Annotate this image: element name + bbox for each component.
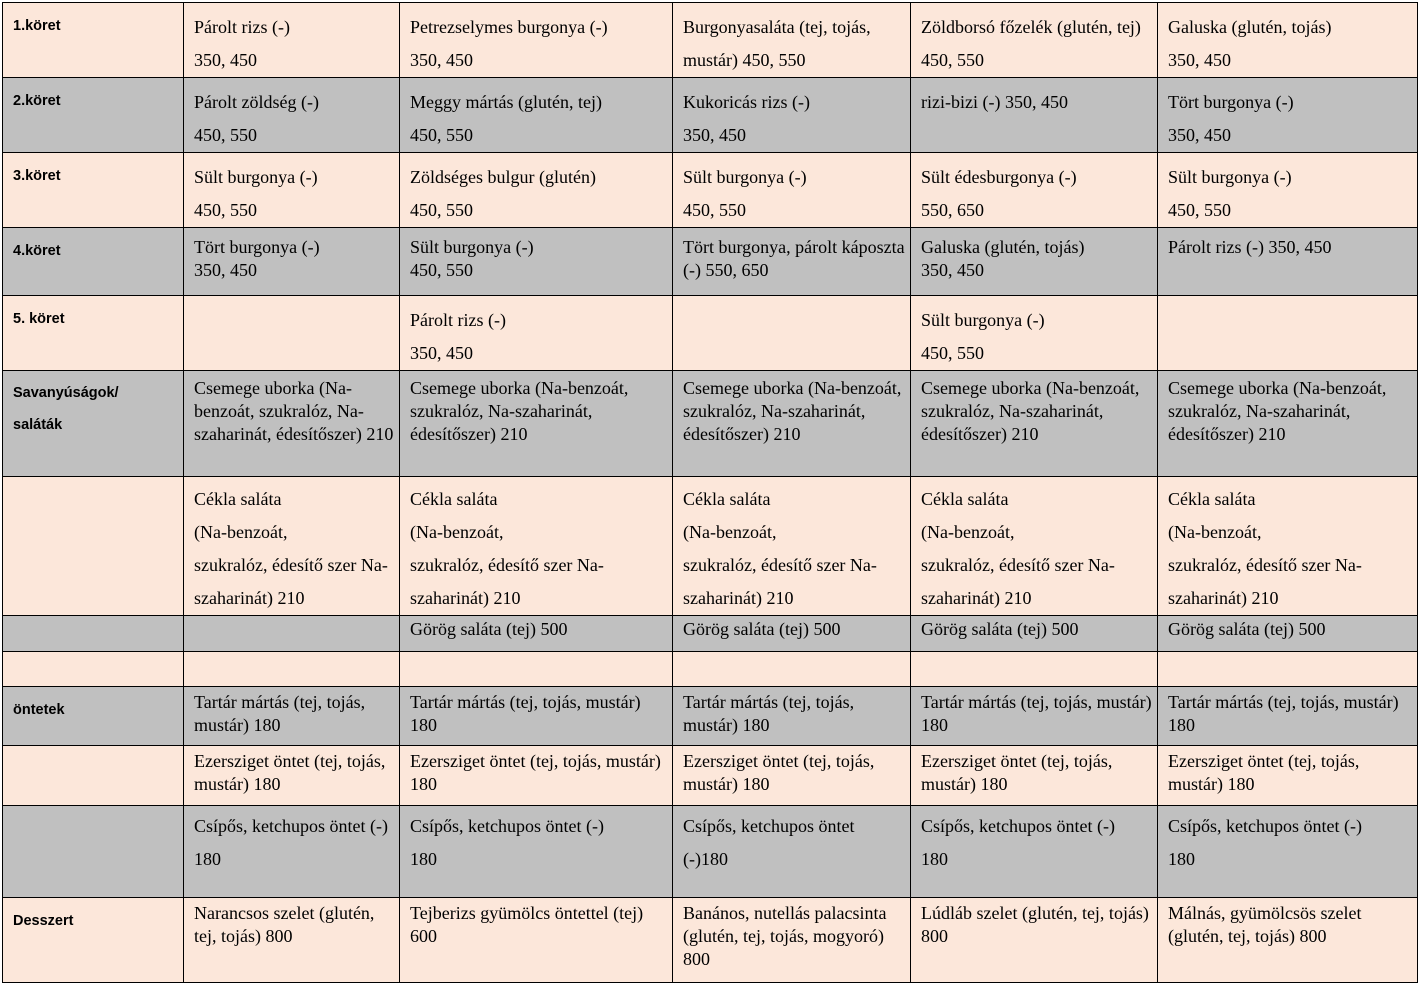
row-label-cell: [3, 3, 184, 78]
table-cell: [673, 78, 911, 153]
table-cell: [673, 898, 911, 983]
table-cell: [911, 652, 1158, 687]
row-label-cell: [3, 898, 184, 983]
table-cell: [1158, 3, 1418, 78]
cell-text: Görög saláta (tej) 500: [921, 619, 1079, 639]
cell-text: Cékla saláta (Na-benzoát, szukralóz, édesítő szer Na-szaharinát) 210: [1168, 489, 1362, 608]
cell-text: Párolt rizs (-) 350, 450: [410, 310, 506, 363]
row-label: [13, 477, 183, 488]
row-label-cell: [3, 806, 184, 898]
row-label-cell: [3, 746, 184, 806]
cell-text: Meggy mártás (glutén, tej) 450, 550: [410, 92, 602, 145]
table-cell: [673, 687, 911, 746]
cell-text: Sült burgonya (-) 450, 550: [683, 167, 807, 220]
table-cell: [673, 228, 911, 296]
cell-text: Párolt rizs (-) 350, 450: [1168, 237, 1332, 257]
table-cell: [400, 652, 673, 687]
menu-table: [2, 2, 1418, 983]
cell-text: Ezersziget öntet (tej, tojás, mustár) 180: [1168, 751, 1360, 794]
row-label-cell: [3, 477, 184, 616]
table-cell: [184, 652, 400, 687]
cell-text: Tartár mártás (tej, tojás, mustár) 180: [683, 692, 855, 735]
table-cell: [1158, 371, 1418, 477]
table-cell: [400, 687, 673, 746]
cell-text: Cékla saláta (Na-benzoát, szukralóz, édesítő szer Na-szaharinát) 210: [194, 489, 388, 608]
table-cell: [1158, 153, 1418, 228]
table-row: [3, 687, 1418, 746]
cell-text: rizi-bizi (-) 350, 450: [921, 92, 1068, 112]
cell-text: Ezersziget öntet (tej, tojás, mustár) 180: [410, 751, 661, 794]
table-cell: [911, 78, 1158, 153]
cell-text: Málnás, gyümölcsös szelet (glutén, tej, tojás) 800: [1168, 903, 1362, 946]
table-cell: [400, 3, 673, 78]
row-label: Savanyúságok/ saláták: [13, 385, 119, 433]
table-cell: [1158, 806, 1418, 898]
table-row: [3, 371, 1418, 477]
table-row: [3, 616, 1418, 652]
table-cell: [400, 228, 673, 296]
cell-text: Görög saláta (tej) 500: [1168, 619, 1326, 639]
cell-text: Tört burgonya (-) 350, 450: [1168, 92, 1294, 145]
cell-text: Cékla saláta (Na-benzoát, szukralóz, édesítő szer Na-szaharinát) 210: [410, 489, 604, 608]
cell-text: [194, 616, 399, 618]
table-cell: [400, 746, 673, 806]
table-cell: [911, 898, 1158, 983]
row-label-cell: [3, 652, 184, 687]
table-cell: [400, 806, 673, 898]
table-cell: [184, 898, 400, 983]
row-label-cell: [3, 153, 184, 228]
row-label: [13, 652, 183, 663]
table-cell: [184, 78, 400, 153]
cell-text: Ezersziget öntet (tej, tojás, mustár) 180: [921, 751, 1113, 794]
table-cell: [673, 652, 911, 687]
row-label-cell: [3, 371, 184, 477]
table-cell: [1158, 652, 1418, 687]
table-row: [3, 898, 1418, 983]
table-cell: [1158, 296, 1418, 371]
cell-text: Csípős, ketchupos öntet (-)180: [683, 816, 855, 869]
row-label-cell: [3, 687, 184, 746]
table-row: [3, 806, 1418, 898]
table-cell: [184, 296, 400, 371]
row-label: [13, 616, 183, 627]
table-cell: [911, 746, 1158, 806]
cell-text: [1168, 652, 1417, 654]
table-cell: [1158, 746, 1418, 806]
cell-text: Sült burgonya (-) 450, 550: [1168, 167, 1292, 220]
cell-text: Csípős, ketchupos öntet (-) 180: [1168, 816, 1362, 869]
cell-text: [194, 652, 399, 654]
cell-text: Tört burgonya, párolt káposzta (-) 550, 650: [683, 237, 905, 280]
table-cell: [1158, 616, 1418, 652]
cell-text: Csemege uborka (Na-benzoát, szukralóz, Na-szaharinát, édesítőszer) 210: [1168, 378, 1387, 444]
cell-text: Banános, nutellás palacsinta (glutén, tej, tojás, mogyoró) 800: [683, 903, 887, 969]
cell-text: Tört burgonya (-) 350, 450: [194, 237, 320, 280]
cell-text: Tartár mártás (tej, tojás, mustár) 180: [921, 692, 1152, 735]
cell-text: [683, 652, 910, 654]
cell-text: Galuska (glutén, tojás) 350, 450: [1168, 17, 1332, 70]
table-cell: [400, 296, 673, 371]
table-cell: [911, 687, 1158, 746]
cell-text: Cékla saláta (Na-benzoát, szukralóz, édesítő szer Na-szaharinát) 210: [921, 489, 1115, 608]
table-cell: [911, 371, 1158, 477]
cell-text: Csípős, ketchupos öntet (-) 180: [410, 816, 604, 869]
table-cell: [1158, 898, 1418, 983]
cell-text: Tartár mártás (tej, tojás, mustár) 180: [1168, 692, 1399, 735]
row-label: [13, 806, 183, 817]
row-label: Desszert: [13, 913, 74, 929]
table-cell: [1158, 78, 1418, 153]
row-label: 2.köret: [13, 93, 61, 109]
table-cell: [911, 3, 1158, 78]
row-label: 1.köret: [13, 18, 61, 34]
table-cell: [1158, 228, 1418, 296]
table-row: [3, 296, 1418, 371]
cell-text: Görög saláta (tej) 500: [410, 619, 568, 639]
table-row: [3, 477, 1418, 616]
cell-text: Csípős, ketchupos öntet (-) 180: [921, 816, 1115, 869]
table-row: [3, 228, 1418, 296]
cell-text: Párolt rizs (-) 350, 450: [194, 17, 290, 70]
cell-text: Sült burgonya (-) 450, 550: [921, 310, 1045, 363]
cell-text: Tartár mártás (tej, tojás, mustár) 180: [410, 692, 641, 735]
cell-text: [921, 652, 1157, 654]
cell-text: Csípős, ketchupos öntet (-) 180: [194, 816, 388, 869]
cell-text: Ezersziget öntet (tej, tojás, mustár) 180: [683, 751, 875, 794]
cell-text: Csemege uborka (Na-benzoát, szukralóz, Na-szaharinát, édesítőszer) 210: [194, 378, 394, 444]
table-cell: [673, 616, 911, 652]
cell-text: Cékla saláta (Na-benzoát, szukralóz, édesítő szer Na-szaharinát) 210: [683, 489, 877, 608]
cell-text: Csemege uborka (Na-benzoát, szukralóz, Na-szaharinát, édesítőszer) 210: [921, 378, 1140, 444]
cell-text: Petrezselymes burgonya (-) 350, 450: [410, 17, 608, 70]
table-cell: [673, 371, 911, 477]
cell-text: Burgonyasaláta (tej, tojás, mustár) 450, 550: [683, 17, 871, 70]
table-cell: [400, 616, 673, 652]
row-label-cell: [3, 78, 184, 153]
cell-text: Sült burgonya (-) 450, 550: [410, 237, 534, 280]
row-label: [13, 746, 183, 757]
table-cell: [673, 746, 911, 806]
cell-text: Görög saláta (tej) 500: [683, 619, 841, 639]
row-label: 4.köret: [13, 243, 61, 259]
table-cell: [400, 898, 673, 983]
table-cell: [184, 806, 400, 898]
table-row: [3, 78, 1418, 153]
cell-text: Csemege uborka (Na-benzoát, szukralóz, Na-szaharinát, édesítőszer) 210: [683, 378, 902, 444]
table-cell: [400, 477, 673, 616]
table-cell: [673, 296, 911, 371]
table-cell: [184, 687, 400, 746]
table-cell: [911, 477, 1158, 616]
table-row: [3, 652, 1418, 687]
cell-text: Galuska (glutén, tojás) 350, 450: [921, 237, 1085, 280]
table-cell: [184, 477, 400, 616]
table-cell: [673, 806, 911, 898]
table-cell: [911, 806, 1158, 898]
table-row: [3, 746, 1418, 806]
table-cell: [400, 153, 673, 228]
table-cell: [184, 371, 400, 477]
cell-text: Ezersziget öntet (tej, tojás, mustár) 180: [194, 751, 386, 794]
row-label-cell: [3, 616, 184, 652]
cell-text: Párolt zöldség (-) 450, 550: [194, 92, 319, 145]
row-label: 5. köret: [13, 311, 65, 327]
table-cell: [673, 153, 911, 228]
table-cell: [184, 746, 400, 806]
table-cell: [911, 296, 1158, 371]
table-cell: [673, 3, 911, 78]
row-label: 3.köret: [13, 168, 61, 184]
cell-text: [194, 296, 399, 304]
cell-text: [683, 296, 910, 304]
cell-text: Zöldborsó főzelék (glutén, tej) 450, 550: [921, 17, 1141, 70]
row-label: öntetek: [13, 702, 65, 718]
table-row: [3, 3, 1418, 78]
cell-text: Narancsos szelet (glutén, tej, tojás) 800: [194, 903, 375, 946]
cell-text: Sült burgonya (-) 450, 550: [194, 167, 318, 220]
cell-text: Sült édesburgonya (-) 550, 650: [921, 167, 1077, 220]
table-row: [3, 153, 1418, 228]
row-label-cell: [3, 228, 184, 296]
cell-text: Zöldséges bulgur (glutén) 450, 550: [410, 167, 596, 220]
table-cell: [1158, 477, 1418, 616]
table-cell: [1158, 687, 1418, 746]
table-cell: [184, 153, 400, 228]
table-cell: [911, 228, 1158, 296]
cell-text: Tartár mártás (tej, tojás, mustár) 180: [194, 692, 366, 735]
cell-text: Lúdláb szelet (glutén, tej, tojás) 800: [921, 903, 1149, 946]
table-cell: [184, 3, 400, 78]
table-cell: [911, 616, 1158, 652]
cell-text: [1168, 296, 1417, 304]
cell-text: Kukoricás rizs (-) 350, 450: [683, 92, 810, 145]
row-label-cell: [3, 296, 184, 371]
table-cell: [184, 228, 400, 296]
cell-text: Csemege uborka (Na-benzoát, szukralóz, Na-szaharinát, édesítőszer) 210: [410, 378, 629, 444]
table-cell: [911, 153, 1158, 228]
table-cell: [673, 477, 911, 616]
table-cell: [184, 616, 400, 652]
cell-text: [410, 652, 672, 654]
table-cell: [400, 371, 673, 477]
menu-table-body: [3, 3, 1418, 983]
cell-text: Tejberizs gyümölcs öntettel (tej) 600: [410, 903, 644, 946]
table-cell: [400, 78, 673, 153]
